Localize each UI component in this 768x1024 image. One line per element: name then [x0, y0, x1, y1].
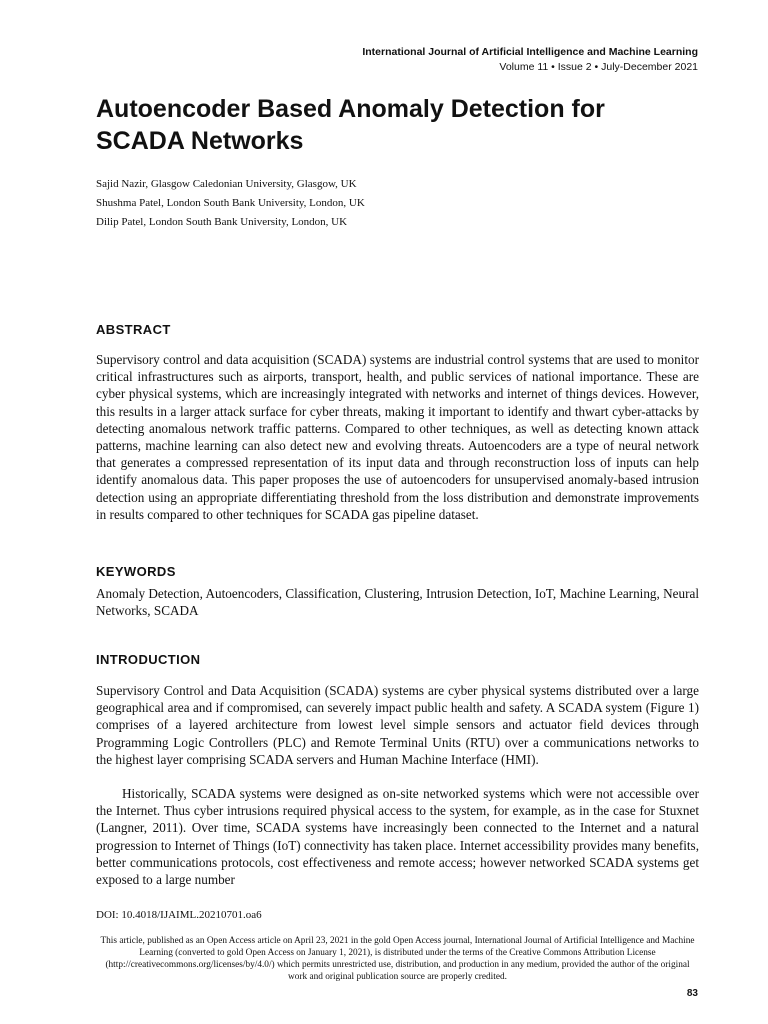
abstract-text: Supervisory control and data acquisition (SCADA) systems are industrial control systems that are used to monitor critical infrastructures such as airports, transport, health, and public services of national importance. These are cyber physical systems, which are increasingly integrated with networks and internet of things devices. However, this results in a larger attack surface for cyber threats, making it important to identify and thwart cyber-attacks by detecting anomalous network traffic patterns. Compared to other techniques, as well as detecting known attack patterns, machine learning can also detect new and evolving threats. Autoencoders are a type of neural network that generates a compressed representation of its input data and through reconstruction loss of inputs can help identify anomalous data. This paper proposes the use of autoencoders for unsupervised anomaly-based intrusion detection using an appropriate differentiating threshold from the loss distribution and demonstrate improvements in results compared to other techniques for SCADA gas pipeline dataset.	[96, 352, 699, 522]
paper-title: Autoencoder Based Anomaly Detection for SCADA Networks	[96, 95, 605, 155]
doi: DOI: 10.4018/IJAIML.20210701.oa6	[96, 909, 262, 921]
page-number: 83	[686, 988, 698, 999]
license-notice: This article, published as an Open Access article on April 23, 2021 in the gold Open Access journal, International Journal of Artificial Intelligence and Machine Learning (converted to gold Open Access on January 1, 2021), is distributed under the terms of the Creative Commons Attribution License (http://creativecommons.org/licenses/by/4.0/) which permits unrestricted use, distribution, and production in any medium, provided the author of the original work and original publication source are properly credited.	[100, 936, 695, 982]
abstract-heading: ABSTRACT	[96, 322, 171, 337]
introduction-paragraph-1: Supervisory Control and Data Acquisition (SCADA) systems are cyber physical systems distributed over a large geographical area and if compromised, can severely impact public health and safety. A SCADA system (Figure 1) comprises of a layered architecture from lowest level simple sensors and actuator field devices through Programming Logic Controllers (PLC) and Remote Terminal Units (RTU) over a communications networks to the highest layer comprising SCADA servers and Human Machine Interface (HMI).	[96, 683, 699, 767]
author-1: Sajid Nazir, Glasgow Caledonian University, Glasgow, UK	[96, 178, 357, 190]
author-list	[96, 175, 365, 232]
introduction-heading: INTRODUCTION	[96, 652, 201, 667]
introduction-paragraph-2: Historically, SCADA systems were designed as on-site networked systems which were not accessible over the Internet. Thus cyber intrusions required physical access to the system, for example, as in the case for Stuxnet (Langner, 2011). Over time, SCADA systems have increasingly been connected to the Internet and a natural progression to Internet of Things (IoT) connectivity has taken place. Internet accessibility provides many benefits, better communications protocols, cost effectiveness and remote access; however networked SCADA systems get exposed to a large number	[96, 786, 699, 888]
journal-header	[362, 45, 698, 75]
journal-issue: Volume 11 • Issue 2 • July-December 2021	[499, 61, 698, 73]
author-2: Shushma Patel, London South Bank University, London, UK	[96, 197, 365, 209]
journal-name: International Journal of Artificial Intelligence and Machine Learning	[362, 46, 698, 58]
keywords-text: Anomaly Detection, Autoencoders, Classification, Clustering, Intrusion Detection, IoT, Machine Learning, Neural Networks, SCADA	[96, 586, 699, 619]
keywords-heading: KEYWORDS	[96, 564, 176, 579]
author-3: Dilip Patel, London South Bank University, London, UK	[96, 216, 348, 228]
